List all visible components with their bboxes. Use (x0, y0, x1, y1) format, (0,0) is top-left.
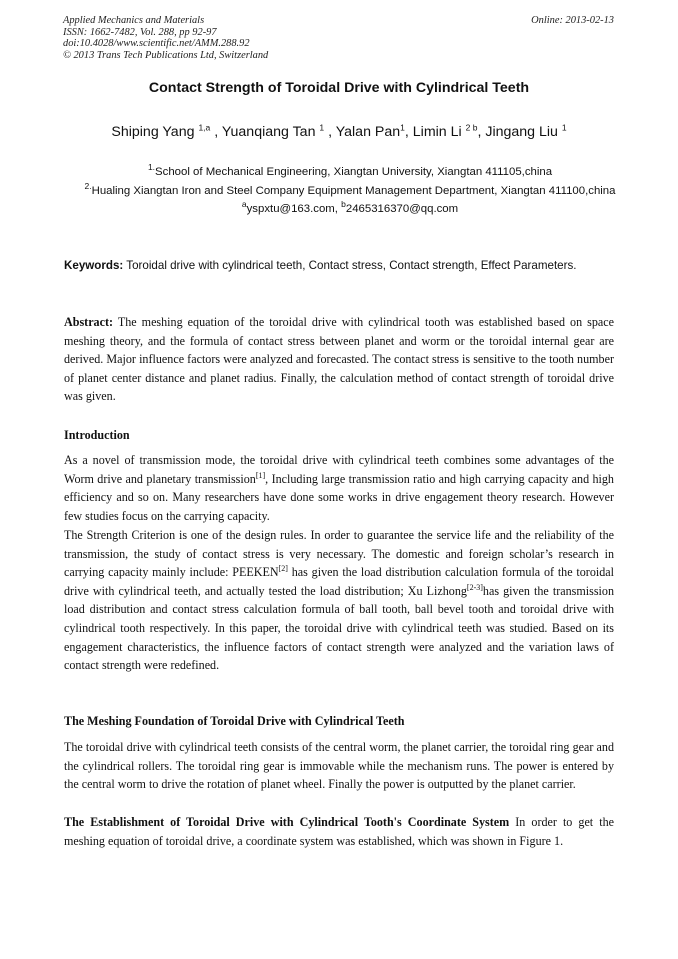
citation: [2-3] (466, 582, 483, 592)
citation: [2] (278, 564, 288, 574)
author-emails: $^a$yspxtu@163.com, $^b$2465316370@qq.com (241, 199, 459, 215)
author: Yalan Pan (335, 124, 401, 140)
abstract-label: Abstract: (64, 315, 114, 329)
author-list: Shiping Yang $^{1,a}$ , Yuanqiang Tan $^1$ , Yalan Pan$^1$, Limin Li $^{2 b}$, Jingang Liu $^1$ (111, 122, 567, 140)
introduction-paragraph-2: The Strength Criterion is one of the design rules. In order to guarantee the service life and the reliability of the transmission, the study of contact stress is very necessary. The domestic and foreign scholar’s research in carrying capacity mainly include: PEEKEN[2] has given the load distribution calculation formula of the toroidal drive with cylindrical teeth, and actually tested the load distribution; Xu Lizhong[2-3]has given the transmission load distribution and contact stress calculation formula of ball tooth, ball bevel tooth and toroidal drive with cylindrical tooth respectively. In this paper, the toroidal drive with cylindrical teeth was studied. Based on its engagement characteristics, the influence factors of contact strength were analyzed and the variation laws of contact strength were redefined. (64, 528, 615, 673)
author: Shiping Yang (111, 124, 195, 140)
citation: [1] (255, 470, 266, 480)
author-sup: 2 b (465, 122, 478, 133)
journal-header (63, 15, 268, 61)
online-date: Online: 2013-02-13 (531, 15, 614, 26)
affiliations (80, 163, 620, 219)
author-sup: 1 (400, 122, 405, 133)
section-heading-meshing: The Meshing Foundation of Toroidal Drive with Cylindrical Teeth (64, 714, 405, 728)
subsection-label: The Establishment of Toroidal Drive with Cylindrical Tooth's Coordinate System (64, 815, 510, 829)
section-heading-introduction: Introduction (64, 428, 130, 442)
meshing-paragraph-1: The toroidal drive with cylindrical teeth consists of the central worm, the planet carrier, the toroidal ring gear and the cylindrical rollers. The toroidal ring gear is immovable while the mechanism runs. The power is entered by the central worm to drive the rotation of planet wheel. Finally the power is outputted by the planet carrier. (64, 740, 614, 792)
abstract: Abstract: The meshing equation of the toroidal drive with cylindrical tooth was established based on space meshing theory, and the formula of contact stress between planet and worm or the toroidal internal gear are derived. Major influence factors were analyzed and forecasted. The contact stress is sensitive to the tooth number of planet center distance and planet radius. Finally, the calculation method of contact strength of toroidal drive was given. (64, 315, 614, 404)
meshing-paragraph-2: The Establishment of Toroidal Drive with Cylindrical Tooth's Coordinate System In order to get the meshing equation of toroidal drive, a coordinate system was established, which was shown in Figure 1. (64, 815, 614, 848)
keywords-label: Keywords: (64, 259, 124, 272)
affiliation-1: $^{1.}$School of Mechanical Engineering, Xiangtan University, Xiangtan 411105,china (147, 162, 553, 178)
author-sup: 1 (319, 122, 325, 133)
introduction-paragraph-1: As a novel of transmission mode, the toroidal drive with cylindrical teeth combines some advantages of the Worm drive and planetary transmission[1], Including large transmission ratio and high carrying capacity and high efficiency and so on. Many researchers have done some works in drive engagement theory research. However few studies focus on the carrying capacity. (64, 453, 614, 523)
copyright-line: © 2013 Trans Tech Publications Ltd, Switzerland (63, 49, 269, 61)
author-sup: 1 (561, 122, 567, 133)
author: Jingang Liu (485, 124, 558, 140)
author: Limin Li (412, 124, 462, 140)
journal-name: Applied Mechanics and Materials (63, 15, 205, 26)
keywords: Keywords: Toroidal drive with cylindrical teeth, Contact stress, Contact strength, Effect Parameters. (64, 259, 577, 272)
paper-title: Contact Strength of Toroidal Drive with Cylindrical Teeth (148, 80, 530, 96)
author-sup: 1,a (198, 122, 211, 133)
author: Yuanqiang Tan (221, 124, 316, 140)
issn-line: ISSN: 1662-7482, Vol. 288, pp 92-97 (63, 26, 217, 38)
affiliation-2: $^{2.}$Hualing Xiangtan Iron and Steel Company Equipment Management Department, Xiangtan 411100,china (84, 180, 616, 197)
doi-line: doi:10.4028/www.scientific.net/AMM.288.92 (63, 38, 250, 49)
